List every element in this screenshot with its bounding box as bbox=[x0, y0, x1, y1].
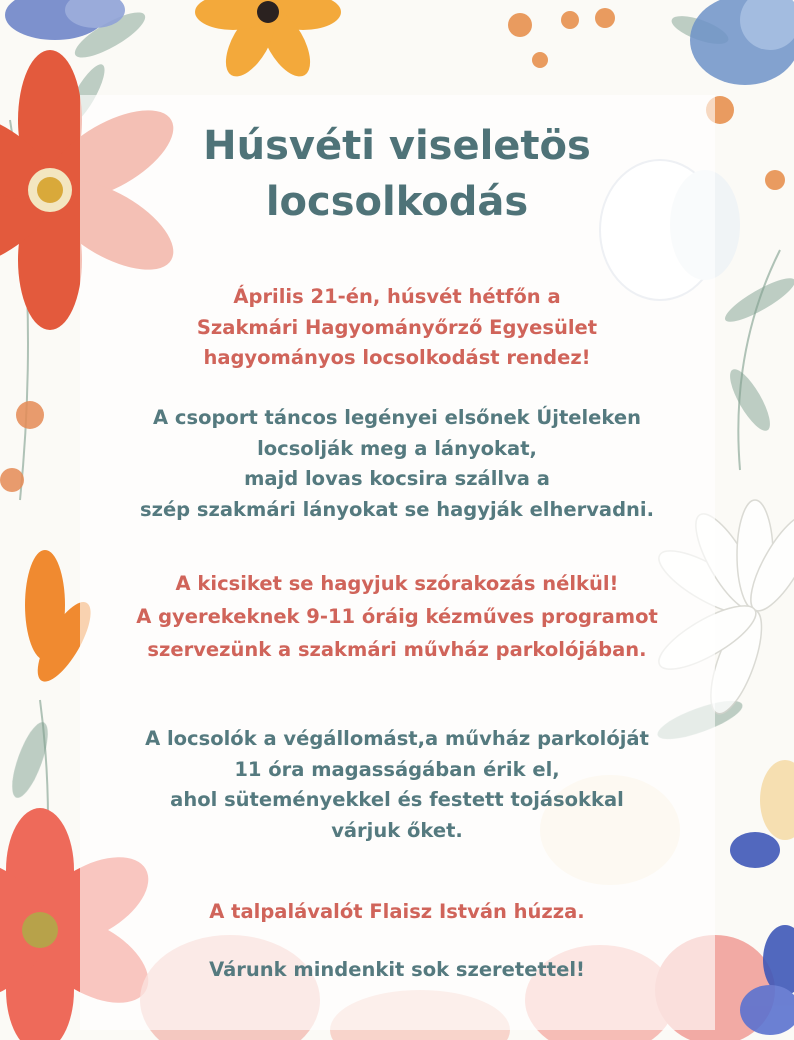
kids-paragraph bbox=[60, 567, 734, 666]
intro-line: hagyományos locsolkodást rendez! bbox=[203, 346, 591, 369]
program-line: majd lovas kocsira szállva a bbox=[244, 467, 550, 490]
arrival-paragraph bbox=[60, 724, 734, 846]
arrival-line: várjuk őket. bbox=[331, 818, 463, 842]
intro-line: Április 21-én, húsvét hétfőn a bbox=[233, 285, 561, 308]
orange-flower-top bbox=[195, 0, 341, 84]
arrival-line: ahol süteményekkel és festett tojásokkal bbox=[170, 788, 624, 811]
title-line: locsolkodás bbox=[265, 179, 529, 225]
kids-line: A gyerekeknek 9-11 óráig kézműves programot bbox=[136, 605, 658, 628]
arrival-line: A locsolók a végállomást,a művház parkolóját bbox=[145, 727, 649, 750]
program-paragraph bbox=[60, 403, 734, 525]
closing-line: Várunk mindenkit sok szeretettel! bbox=[209, 958, 585, 981]
kids-line: A kicsiket se hagyjuk szórakozás nélkül! bbox=[175, 572, 619, 595]
title-line: Húsvéti viseletös bbox=[203, 123, 591, 169]
program-line: szép szakmári lányokat se hagyják elhervadni. bbox=[139, 497, 655, 521]
blue-flower-top-right bbox=[690, 0, 794, 85]
program-line: locsolják meg a lányokat, bbox=[257, 436, 537, 460]
intro-line: Szakmári Hagyományőrző Egyesület bbox=[196, 315, 598, 339]
music-line: A talpalávalót Flaisz István húzza. bbox=[209, 900, 585, 923]
text-panel bbox=[80, 95, 715, 1030]
kids-line: szervezünk a szakmári művház parkolójában. bbox=[147, 638, 647, 661]
intro-paragraph bbox=[60, 282, 734, 374]
arrival-line: 11 óra magasságában érik el, bbox=[234, 757, 560, 781]
poster-title bbox=[0, 118, 794, 230]
program-line: A csoport táncos legényei elsőnek Újteleken bbox=[153, 406, 641, 429]
